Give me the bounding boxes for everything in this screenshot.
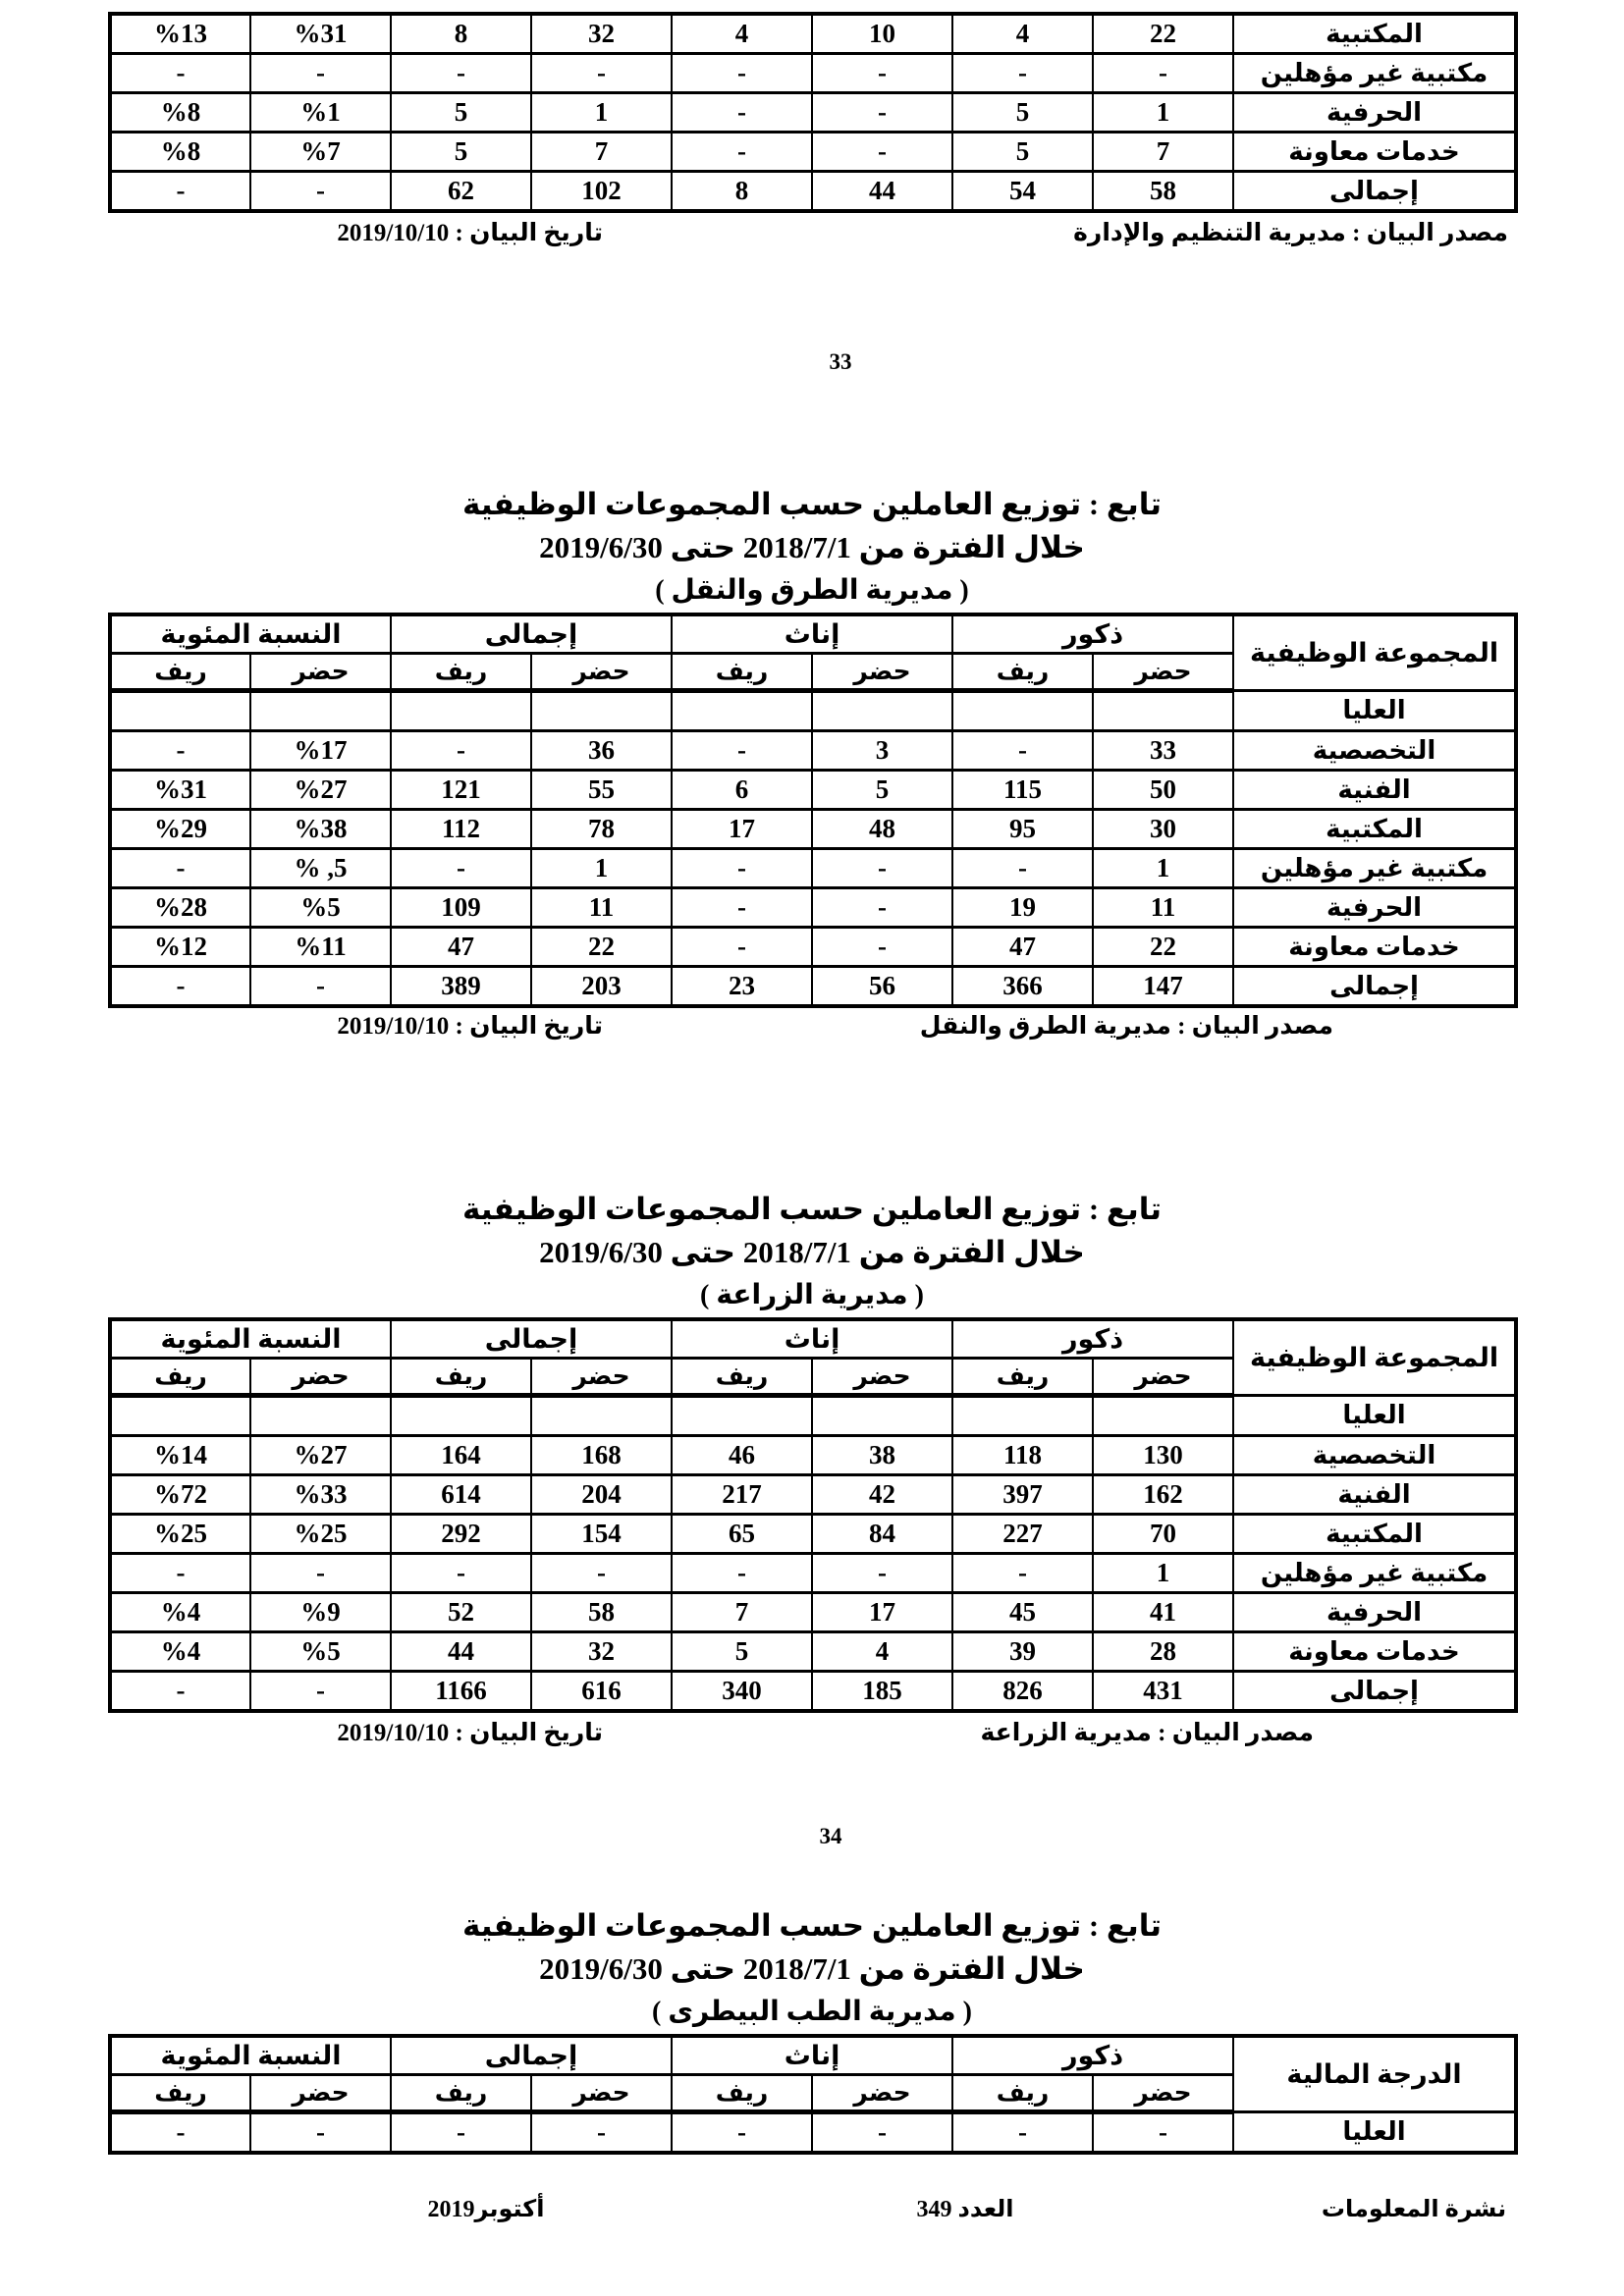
row-label-cell: إجمالى (1233, 172, 1516, 212)
value-cell: %72 (110, 1475, 250, 1515)
value-cell: 8 (391, 14, 531, 54)
footer-date: أكتوبر2019 (427, 2197, 545, 2222)
value-cell: 70 (1093, 1515, 1233, 1554)
row-label-cell: مكتبية غير مؤهلين (1233, 54, 1516, 93)
table-row (110, 93, 1516, 133)
value-cell: - (531, 2112, 672, 2154)
value-cell: - (531, 1554, 672, 1593)
date-line: تاريخ البيان : 2019/10/10 (337, 1720, 603, 1746)
column-group-header: ذكور (952, 1319, 1233, 1359)
table-row (110, 691, 1516, 731)
value-cell: 17 (672, 810, 812, 849)
sub-column-header: حضر (812, 1359, 952, 1396)
value-cell: - (812, 849, 952, 888)
value-cell: 115 (952, 771, 1093, 810)
page-number: 33 (829, 349, 852, 374)
value-cell: 1166 (391, 1672, 531, 1712)
value-cell (1093, 691, 1233, 731)
footer-issue-number: العدد 349 (916, 2197, 1014, 2222)
value-cell: 164 (391, 1436, 531, 1475)
value-cell: - (110, 2112, 250, 2154)
title-line-1: تابع : توزيع العاملين حسب المجموعات الوظيفية (461, 1908, 1163, 1943)
value-cell: - (391, 731, 531, 771)
value-cell: - (672, 849, 812, 888)
value-cell (672, 691, 812, 731)
title-line-3: ( مديرية الطرق والنقل ) (655, 575, 969, 606)
row-label-cell: التخصصية (1233, 731, 1516, 771)
value-cell (110, 1396, 250, 1436)
value-cell: 614 (391, 1475, 531, 1515)
value-cell: 1 (531, 93, 672, 133)
value-cell: 162 (1093, 1475, 1233, 1515)
sub-column-header: ريف (391, 1359, 531, 1396)
value-cell: 50 (1093, 771, 1233, 810)
value-cell: 431 (1093, 1672, 1233, 1712)
value-cell: %9 (250, 1593, 391, 1632)
sub-column-header: ريف (952, 1359, 1093, 1396)
value-cell: - (672, 93, 812, 133)
table-row (110, 771, 1516, 810)
value-cell: %25 (110, 1515, 250, 1554)
value-cell: - (672, 133, 812, 172)
value-cell (250, 691, 391, 731)
column-group-header: إجمالى (391, 1319, 672, 1359)
table-row (110, 1515, 1516, 1554)
row-label-cell: المكتبية (1233, 1515, 1516, 1554)
title-line-3: ( مديرية الزراعة ) (700, 1280, 924, 1310)
table-row (110, 1475, 1516, 1515)
value-cell: 78 (531, 810, 672, 849)
row-label-cell: خدمات معاونة (1233, 928, 1516, 967)
value-cell: 168 (531, 1436, 672, 1475)
value-cell: 47 (952, 928, 1093, 967)
value-cell: 28 (1093, 1632, 1233, 1672)
value-cell: %28 (110, 888, 250, 928)
value-cell: - (672, 1554, 812, 1593)
value-cell: 42 (812, 1475, 952, 1515)
value-cell: 826 (952, 1672, 1093, 1712)
section-title (27, 1188, 1597, 1317)
title-line-1: تابع : توزيع العاملين حسب المجموعات الوظيفية (461, 487, 1163, 521)
value-cell: - (391, 1554, 531, 1593)
table-row (110, 1554, 1516, 1593)
table-row (110, 14, 1516, 54)
table-row (110, 1672, 1516, 1712)
table-row (110, 810, 1516, 849)
title-line-2: خلال الفترة من 2018/7/1 حتى 2019/6/30 (539, 1951, 1085, 1986)
row-label-cell: العليا (1233, 1396, 1516, 1436)
source-line: مصدر البيان : مديرية الزراعة (980, 1720, 1314, 1746)
value-cell: 8 (672, 172, 812, 212)
value-cell: 17 (812, 1593, 952, 1632)
row-label-cell: إجمالى (1233, 967, 1516, 1007)
value-cell: 112 (391, 810, 531, 849)
column-group-header: النسبة المئوية (110, 2036, 391, 2075)
date-line: تاريخ البيان : 2019/10/10 (337, 1013, 603, 1040)
value-cell: 130 (1093, 1436, 1233, 1475)
value-cell: 217 (672, 1475, 812, 1515)
value-cell: 52 (391, 1593, 531, 1632)
value-cell: 6 (672, 771, 812, 810)
value-cell: - (1093, 2112, 1233, 2154)
column-group-header: النسبة المئوية (110, 1319, 391, 1359)
value-cell: 41 (1093, 1593, 1233, 1632)
table-row (110, 1593, 1516, 1632)
value-cell: 56 (812, 967, 952, 1007)
value-cell: 19 (952, 888, 1093, 928)
value-cell: 36 (531, 731, 672, 771)
value-cell: %31 (110, 771, 250, 810)
value-cell: - (672, 54, 812, 93)
value-cell: 3 (812, 731, 952, 771)
value-cell: 22 (1093, 928, 1233, 967)
column-group-row (110, 1319, 1516, 1359)
value-cell: 45 (952, 1593, 1093, 1632)
column-group-row (110, 614, 1516, 654)
value-cell: %38 (250, 810, 391, 849)
value-cell (672, 1396, 812, 1436)
value-cell: 7 (531, 133, 672, 172)
value-cell: - (1093, 54, 1233, 93)
column-group-header: إناث (672, 614, 952, 654)
sub-column-header: حضر (1093, 654, 1233, 691)
row-label-cell: المكتبية (1233, 810, 1516, 849)
value-cell: - (952, 731, 1093, 771)
sub-column-header: ريف (391, 2075, 531, 2112)
value-cell: 5 (391, 93, 531, 133)
value-cell: 55 (531, 771, 672, 810)
row-label-cell: مكتبية غير مؤهلين (1233, 1554, 1516, 1593)
value-cell: %27 (250, 771, 391, 810)
sub-column-header: ريف (672, 654, 812, 691)
table-row (110, 133, 1516, 172)
value-cell: 58 (1093, 172, 1233, 212)
table-row (110, 849, 1516, 888)
value-cell: 62 (391, 172, 531, 212)
column-group-header: إناث (672, 1319, 952, 1359)
title-line-2: خلال الفترة من 2018/7/1 حتى 2019/6/30 (539, 1235, 1085, 1269)
value-cell: - (250, 2112, 391, 2154)
value-cell: %5 (250, 1632, 391, 1672)
value-cell: - (812, 93, 952, 133)
value-cell: - (812, 2112, 952, 2154)
value-cell: - (110, 967, 250, 1007)
value-cell: %4 (110, 1632, 250, 1672)
value-cell: 1 (1093, 93, 1233, 133)
value-cell: 203 (531, 967, 672, 1007)
value-cell: 23 (672, 967, 812, 1007)
value-cell (531, 691, 672, 731)
value-cell: - (672, 928, 812, 967)
value-cell: 1 (1093, 849, 1233, 888)
table-row (110, 967, 1516, 1007)
value-cell: 121 (391, 771, 531, 810)
column-group-header: إناث (672, 2036, 952, 2075)
value-cell (812, 1396, 952, 1436)
value-cell: 227 (952, 1515, 1093, 1554)
column-group-row (110, 2036, 1516, 2075)
value-cell: %25 (250, 1515, 391, 1554)
value-cell: %8 (110, 93, 250, 133)
roads-transport-table (108, 613, 1518, 1008)
value-cell: - (110, 849, 250, 888)
value-cell (391, 1396, 531, 1436)
table-row (110, 1396, 1516, 1436)
row-label-cell: المكتبية (1233, 14, 1516, 54)
value-cell: - (672, 2112, 812, 2154)
sub-column-header: ريف (952, 2075, 1093, 2112)
agriculture-table (108, 1317, 1518, 1713)
value-cell: - (250, 967, 391, 1007)
value-cell: % ,5 (250, 849, 391, 888)
sub-column-header: حضر (531, 1359, 672, 1396)
value-cell: 4 (672, 14, 812, 54)
value-cell: - (531, 54, 672, 93)
row-label-cell: خدمات معاونة (1233, 1632, 1516, 1672)
value-cell: 33 (1093, 731, 1233, 771)
value-cell: 397 (952, 1475, 1093, 1515)
title-line-1: تابع : توزيع العاملين حسب المجموعات الوظيفية (461, 1192, 1163, 1226)
sub-column-header: حضر (531, 654, 672, 691)
source-line: مصدر البيان : مديرية الطرق والنقل (919, 1013, 1333, 1040)
value-cell: 7 (1093, 133, 1233, 172)
sub-column-header: ريف (672, 2075, 812, 2112)
value-cell: %5 (250, 888, 391, 928)
value-cell: - (110, 1554, 250, 1593)
section-title (27, 1904, 1597, 2034)
value-cell: 48 (812, 810, 952, 849)
date-line: تاريخ البيان : 2019/10/10 (337, 220, 603, 246)
value-cell (250, 1396, 391, 1436)
value-cell: - (250, 172, 391, 212)
value-cell (391, 691, 531, 731)
value-cell: - (110, 54, 250, 93)
sub-column-header: ريف (110, 1359, 250, 1396)
footer-bulletin-name: نشرة المعلومات (1321, 2197, 1507, 2222)
value-cell: 58 (531, 1593, 672, 1632)
value-cell: 47 (391, 928, 531, 967)
value-cell: 4 (812, 1632, 952, 1672)
value-cell: %13 (110, 14, 250, 54)
value-cell: 204 (531, 1475, 672, 1515)
sub-column-header: ريف (110, 654, 250, 691)
value-cell: %8 (110, 133, 250, 172)
sub-column-header: حضر (250, 654, 391, 691)
value-cell: - (952, 1554, 1093, 1593)
value-cell: 22 (1093, 14, 1233, 54)
value-cell (812, 691, 952, 731)
value-cell: - (812, 928, 952, 967)
veterinary-table (108, 2034, 1518, 2155)
column-group-header: إجمالى (391, 614, 672, 654)
sub-column-header: حضر (250, 1359, 391, 1396)
table-row (110, 54, 1516, 93)
value-cell: %31 (250, 14, 391, 54)
sub-column-header: حضر (531, 2075, 672, 2112)
label-column-header: الدرجة المالية (1233, 2036, 1516, 2112)
value-cell: - (250, 54, 391, 93)
value-cell: 32 (531, 14, 672, 54)
column-group-header: ذكور (952, 614, 1233, 654)
sub-column-header: حضر (1093, 2075, 1233, 2112)
value-cell: - (250, 1554, 391, 1593)
sub-column-header: ريف (952, 654, 1093, 691)
value-cell: 46 (672, 1436, 812, 1475)
value-cell: 5 (391, 133, 531, 172)
value-cell: 44 (812, 172, 952, 212)
value-cell: 4 (952, 14, 1093, 54)
value-cell: 22 (531, 928, 672, 967)
value-cell: 389 (391, 967, 531, 1007)
table-row (110, 172, 1516, 212)
value-cell: - (391, 2112, 531, 2154)
row-label-cell: الحرفية (1233, 93, 1516, 133)
row-label-cell: العليا (1233, 2112, 1516, 2154)
section-title (27, 483, 1597, 613)
value-cell: - (812, 888, 952, 928)
table-row (110, 2112, 1516, 2154)
row-label-cell: مكتبية غير مؤهلين (1233, 849, 1516, 888)
row-label-cell: الفنية (1233, 1475, 1516, 1515)
value-cell: 39 (952, 1632, 1093, 1672)
value-cell: %12 (110, 928, 250, 967)
value-cell: - (250, 1672, 391, 1712)
value-cell: 185 (812, 1672, 952, 1712)
value-cell: %29 (110, 810, 250, 849)
value-cell: 102 (531, 172, 672, 212)
sub-column-header: ريف (110, 2075, 250, 2112)
value-cell: 109 (391, 888, 531, 928)
table-row (110, 888, 1516, 928)
value-cell: - (672, 888, 812, 928)
value-cell: %17 (250, 731, 391, 771)
value-cell: - (110, 1672, 250, 1712)
title-line-2: خلال الفترة من 2018/7/1 حتى 2019/6/30 (539, 530, 1085, 564)
row-label-cell: التخصصية (1233, 1436, 1516, 1475)
sub-column-header: حضر (812, 2075, 952, 2112)
value-cell: 292 (391, 1515, 531, 1554)
column-group-header: إجمالى (391, 2036, 672, 2075)
value-cell: 7 (672, 1593, 812, 1632)
value-cell: - (952, 54, 1093, 93)
value-cell (1093, 1396, 1233, 1436)
title-line-3: ( مديرية الطب البيطرى ) (652, 1997, 972, 2027)
source-line: مصدر البيان : مديرية التنظيم والإدارة (1073, 220, 1508, 246)
value-cell: 44 (391, 1632, 531, 1672)
value-cell: - (110, 172, 250, 212)
value-cell: %27 (250, 1436, 391, 1475)
value-cell: 10 (812, 14, 952, 54)
sub-column-header: حضر (812, 654, 952, 691)
value-cell: 366 (952, 967, 1093, 1007)
row-label-cell: العليا (1233, 691, 1516, 731)
label-column-header: المجموعة الوظيفية (1233, 614, 1516, 691)
value-cell: 65 (672, 1515, 812, 1554)
value-cell: %14 (110, 1436, 250, 1475)
value-cell: 11 (531, 888, 672, 928)
column-group-header: ذكور (952, 2036, 1233, 2075)
value-cell: 95 (952, 810, 1093, 849)
top-partial-table (108, 12, 1518, 213)
sub-column-header: حضر (1093, 1359, 1233, 1396)
value-cell: 54 (952, 172, 1093, 212)
value-cell: 1 (531, 849, 672, 888)
row-label-cell: الحرفية (1233, 888, 1516, 928)
column-group-header: النسبة المئوية (110, 614, 391, 654)
value-cell (531, 1396, 672, 1436)
value-cell: 147 (1093, 967, 1233, 1007)
value-cell: - (391, 54, 531, 93)
row-label-cell: الحرفية (1233, 1593, 1516, 1632)
value-cell: %11 (250, 928, 391, 967)
value-cell: 340 (672, 1672, 812, 1712)
value-cell: 11 (1093, 888, 1233, 928)
value-cell: 32 (531, 1632, 672, 1672)
value-cell: - (952, 2112, 1093, 2154)
value-cell: - (812, 54, 952, 93)
value-cell: 5 (672, 1632, 812, 1672)
value-cell: 616 (531, 1672, 672, 1712)
value-cell: - (391, 849, 531, 888)
value-cell: %7 (250, 133, 391, 172)
sub-column-header: ريف (391, 654, 531, 691)
value-cell: - (812, 1554, 952, 1593)
value-cell (110, 691, 250, 731)
value-cell: 154 (531, 1515, 672, 1554)
sub-column-header: ريف (672, 1359, 812, 1396)
label-column-header: المجموعة الوظيفية (1233, 1319, 1516, 1396)
value-cell: 84 (812, 1515, 952, 1554)
value-cell: 118 (952, 1436, 1093, 1475)
value-cell: 30 (1093, 810, 1233, 849)
value-cell: %33 (250, 1475, 391, 1515)
value-cell: 5 (952, 93, 1093, 133)
value-cell: %1 (250, 93, 391, 133)
value-cell: 5 (812, 771, 952, 810)
row-label-cell: إجمالى (1233, 1672, 1516, 1712)
value-cell: 38 (812, 1436, 952, 1475)
page-number: 34 (819, 1824, 842, 1848)
value-cell: - (812, 133, 952, 172)
value-cell (952, 1396, 1093, 1436)
value-cell: - (952, 849, 1093, 888)
table-row (110, 928, 1516, 967)
table-row (110, 1436, 1516, 1475)
row-label-cell: الفنية (1233, 771, 1516, 810)
value-cell (952, 691, 1093, 731)
value-cell: 1 (1093, 1554, 1233, 1593)
row-label-cell: خدمات معاونة (1233, 133, 1516, 172)
value-cell: %4 (110, 1593, 250, 1632)
value-cell: 5 (952, 133, 1093, 172)
value-cell: - (110, 731, 250, 771)
value-cell: - (672, 731, 812, 771)
table-row (110, 731, 1516, 771)
sub-column-header: حضر (250, 2075, 391, 2112)
table-row (110, 1632, 1516, 1672)
